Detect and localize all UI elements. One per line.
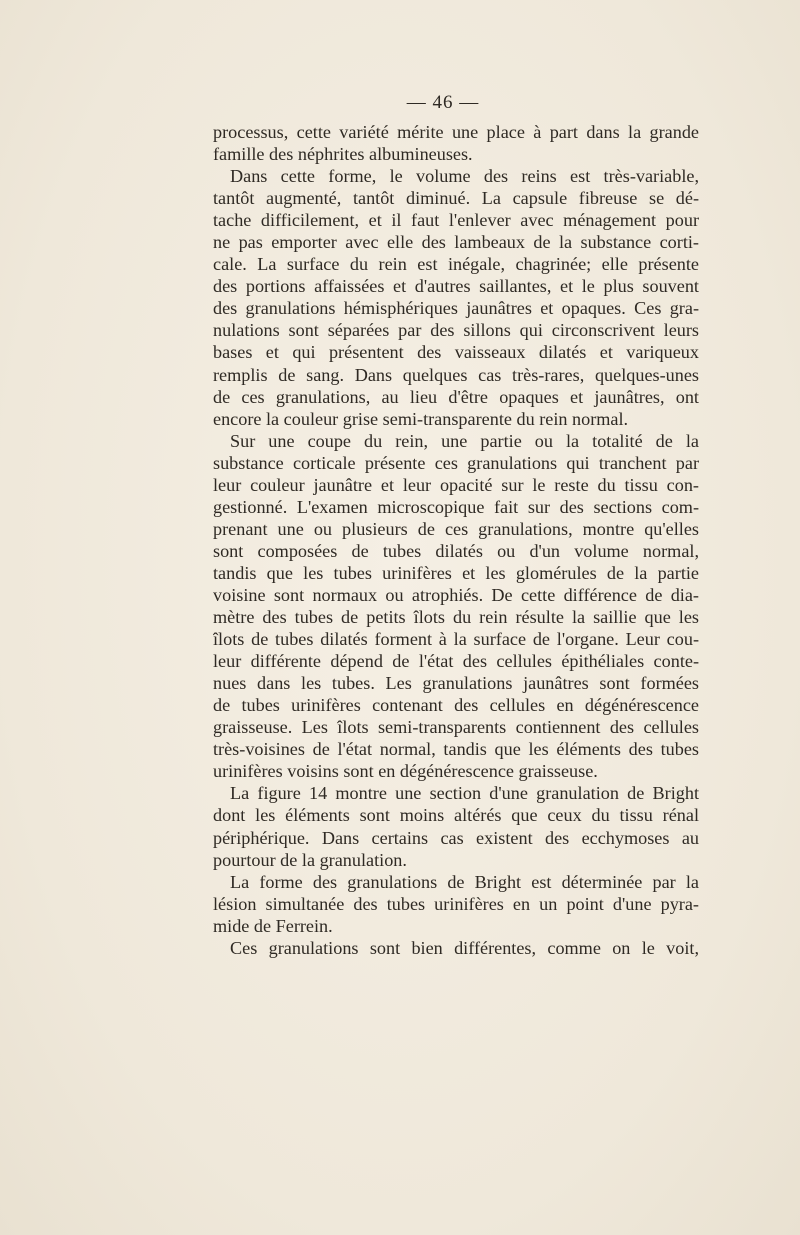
text-line: nues dans les tubes. Les granulations jaunâtres sont formées	[213, 673, 699, 694]
text-line: remplis de sang. Dans quelques cas très-rares, quelques-unes	[213, 364, 699, 385]
text-line: de tubes urinifères contenant des cellules en dégénérescence	[213, 695, 699, 716]
text-line: Sur une coupe du rein, une partie ou la totalité de la	[230, 430, 699, 451]
text-line: Dans cette forme, le volume des reins est très-variable,	[230, 166, 699, 187]
text-line: pourtour de la granulation.	[213, 849, 407, 870]
text-line: bases et qui présentent des vaisseaux dilatés et variqueux	[213, 342, 699, 363]
text-line: lésion simultanée des tubes urinifères en un point d'une pyra-	[213, 893, 699, 914]
text-line: La figure 14 montre une section d'une granulation de Bright	[230, 783, 699, 804]
text-line: sont composées de tubes dilatés ou d'un volume normal,	[213, 540, 699, 561]
text-line: leur couleur jaunâtre et leur opacité sur le reste du tissu con-	[213, 474, 699, 495]
text-line: tache difficilement, et il faut l'enlever avec ménagement pour	[213, 210, 699, 231]
text-line: substance corticale présente ces granulations qui tranchent par	[213, 452, 699, 473]
text-line: famille des néphrites albumineuses.	[213, 144, 473, 165]
text-line: cale. La surface du rein est inégale, chagrinée; elle présente	[213, 254, 699, 275]
text-line: Ces granulations sont bien différentes, comme on le voit,	[230, 937, 699, 958]
text-line: leur différente dépend de l'état des cellules épithéliales conte-	[213, 651, 699, 672]
text-line: encore la couleur grise semi-transparente du rein normal.	[213, 408, 629, 429]
text-line: urinifères voisins sont en dégénérescence graisseuse.	[213, 761, 598, 782]
text-line: très-voisines de l'état normal, tandis que les éléments des tubes	[213, 739, 699, 760]
text-line: tandis que les tubes urinifères et les glomérules de la partie	[213, 562, 699, 583]
text-line: ne pas emporter avec elle des lambeaux de la substance corti-	[213, 232, 699, 253]
text-line: prenant une ou plusieurs de ces granulations, montre qu'elles	[213, 518, 699, 539]
text-line: périphérique. Dans certains cas existent des ecchymoses au	[213, 827, 699, 848]
text-line: de ces granulations, au lieu d'être opaques et jaunâtres, ont	[213, 386, 699, 407]
text-line: dont les éléments sont moins altérés que ceux du tissu rénal	[213, 805, 699, 826]
text-line: nulations sont séparées par des sillons qui circonscrivent leurs	[213, 320, 699, 341]
text-line: tantôt augmenté, tantôt diminué. La capsule fibreuse se dé-	[213, 188, 699, 209]
text-line: processus, cette variété mérite une place à part dans la grande	[213, 122, 699, 142]
text-line: graisseuse. Les îlots semi-transparents contiennent des cellules	[213, 717, 699, 738]
page-number: — 46 —	[406, 92, 480, 113]
body-text	[213, 121, 699, 959]
text-line: gestionné. L'examen microscopique fait sur des sections com-	[213, 496, 699, 517]
text-line: des granulations hémisphériques jaunâtres et opaques. Ces gra-	[213, 298, 699, 319]
text-line: mètre des tubes de petits îlots du rein résulte la saillie que les	[213, 607, 699, 628]
text-line: mide de Ferrein.	[213, 915, 333, 936]
text-line: des portions affaissées et d'autres saillantes, et le plus souvent	[213, 276, 699, 297]
text-line: îlots de tubes dilatés forment à la surface de l'organe. Leur cou-	[213, 629, 699, 650]
text-line: La forme des granulations de Bright est déterminée par la	[230, 871, 699, 892]
text-line: voisine sont normaux ou atrophiés. De cette différence de dia-	[213, 584, 699, 605]
